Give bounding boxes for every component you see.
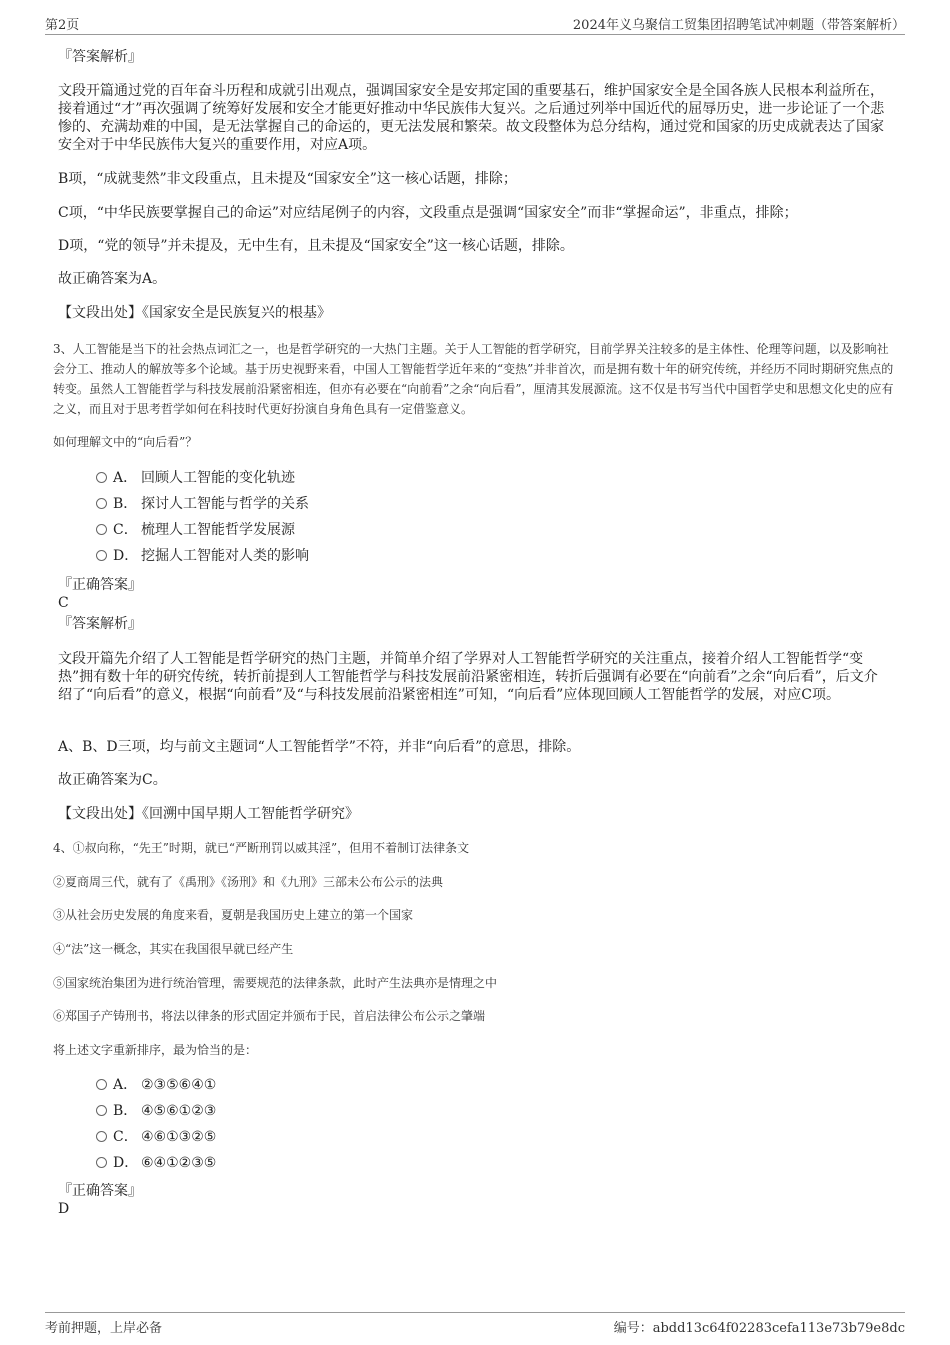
page-number: 第2页 — [45, 18, 80, 33]
option-key: B． — [113, 1103, 138, 1119]
q4-item-3: ③从社会历史发展的角度来看，夏朝是我国历史上建立的第一个国家 — [53, 908, 414, 922]
option-text: ④⑤⑥①②③ — [141, 1103, 217, 1119]
q4-answer-label: 『正确答案』 — [58, 1183, 142, 1199]
radio-icon[interactable] — [96, 1131, 107, 1142]
q2-conclusion: 故正确答案为A。 — [58, 271, 167, 287]
q3-option-c[interactable] — [96, 520, 295, 540]
q4-question: 将上述文字重新排序，最为恰当的是： — [53, 1043, 258, 1057]
radio-icon[interactable] — [96, 550, 107, 561]
q3-conclusion: 故正确答案为C。 — [58, 772, 167, 788]
option-text: 回顾人工智能的变化轨迹 — [141, 470, 295, 486]
q3-option-d[interactable] — [96, 546, 309, 566]
q3-option-a[interactable] — [96, 468, 295, 488]
option-text: 挖掘人工智能对人类的影响 — [141, 548, 309, 564]
q2-analysis: 文段开篇通过党的百年奋斗历程和成就引出观点，强调国家安全是安邦定国的重要基石，维护国家安全是全国各族人民根本利益所在，接着通过“才”再次强调了统筹好发展和安全才能更好推动中华民族伟大复兴。之后通过列举中国近代的屈辱历史，进一步论证了一个悲惨的、充满劫难的中国，是无法掌握自己的命运的，更无法发展和繁荣。故文段整体为总分结构，通过党和国家的历史成就表达了国家安全对于中华民族伟大复兴的重要作用，对应A项。 — [58, 83, 885, 153]
q3-answer: C — [58, 595, 69, 611]
option-text: ②③⑤⑥④① — [141, 1077, 217, 1093]
document-id: 编号：abdd13c64f02283cefa113e73b79e8dc — [613, 1321, 905, 1336]
q3-stem: 3、人工智能是当下的社会热点词汇之一，也是哲学研究的一大热门主题。关于人工智能的哲学研究，目前学界关注较多的是主体性、伦理等问题，以及影响社会分工、推动人的解放等多个论域。基于历史视野来看，中国人工智能哲学近年来的“变热”并非首次，而是拥有数十年的研究传统，并经历不同时期研究焦点的转变。虽然人工智能哲学与科技发展前沿紧密相连，但亦有必要在“向前看”之余“向后看”，厘清其发展源流。这不仅是书写当代中国哲学史和思想文化史的应有之义，而且对于思考哲学如何在科技时代更好扮演自身角色具有一定借鉴意义。 — [53, 342, 894, 416]
q2-option-b-note: B项，“成就斐然”非文段重点，且未提及“国家安全”这一核心话题，排除； — [58, 171, 517, 187]
option-key: D． — [113, 548, 139, 564]
option-key: D． — [113, 1155, 139, 1171]
page-header — [45, 14, 905, 35]
option-key: C． — [113, 522, 138, 538]
q4-item-5: ⑤国家统治集团为进行统治管理，需要规范的法律条款，此时产生法典亦是情理之中 — [53, 976, 498, 990]
radio-icon[interactable] — [96, 1079, 107, 1090]
option-key: A． — [113, 1077, 138, 1093]
option-key: A． — [113, 470, 138, 486]
q4-answer: D — [58, 1201, 70, 1217]
q2-option-d-note: D项，“党的领导”并未提及，无中生有，且未提及“国家安全”这一核心话题，排除。 — [58, 238, 574, 254]
q4-option-c[interactable] — [96, 1127, 216, 1147]
q4-item-1: 4、①叔向称，“先王”时期，就已“严断刑罚以威其淫”，但用不着制订法律条文 — [53, 841, 470, 855]
q4-item-2: ②夏商周三代，就有了《禹刑》《汤刑》和《九刑》三部未公布公示的法典 — [53, 875, 444, 889]
q2-source: 【文段出处】《国家安全是民族复兴的根基》 — [58, 305, 331, 321]
document-title: 2024年义乌聚信工贸集团招聘笔试冲刺题（带答案解析） — [572, 18, 905, 33]
q2-option-c-note: C项，“中华民族要掌握自己的命运”对应结尾例子的内容，文段重点是强调“国家安全”而非“掌握命运”，非重点，排除； — [58, 205, 798, 221]
option-text: 梳理人工智能哲学发展源 — [141, 522, 295, 538]
q3-source: 【文段出处】《回溯中国早期人工智能哲学研究》 — [58, 806, 359, 822]
q3-question: 如何理解文中的“向后看”？ — [53, 435, 198, 449]
q4-item-4: ④“法”这一概念，其实在我国很早就已经产生 — [53, 942, 294, 956]
option-text: 探讨人工智能与哲学的关系 — [141, 496, 309, 512]
q4-option-b[interactable] — [96, 1101, 216, 1121]
q3-abd-note: A、B、D三项，均与前文主题词“人工智能哲学”不符，并非“向后看”的意思，排除。 — [58, 739, 581, 755]
q3-analysis-label: 『答案解析』 — [58, 616, 142, 632]
q2-analysis-label: 『答案解析』 — [58, 49, 142, 65]
page-footer — [45, 1312, 905, 1335]
option-text: ⑥④①②③⑤ — [141, 1155, 217, 1171]
q3-answer-label: 『正确答案』 — [58, 577, 142, 593]
radio-icon[interactable] — [96, 1157, 107, 1168]
radio-icon[interactable] — [96, 524, 107, 535]
q3-option-b[interactable] — [96, 494, 309, 514]
option-key: B． — [113, 496, 138, 512]
radio-icon[interactable] — [96, 472, 107, 483]
footer-slogan: 考前押题，上岸必备 — [45, 1321, 163, 1336]
radio-icon[interactable] — [96, 498, 107, 509]
radio-icon[interactable] — [96, 1105, 107, 1116]
q3-analysis: 文段开篇先介绍了人工智能是哲学研究的热门主题，并简单介绍了学界对人工智能哲学研究的关注重点，接着介绍人工智能哲学“变热”拥有数十年的研究传统，转折前提到人工智能哲学与科技发展前沿紧密相连，转折后强调有必要在“向前看”之余“向后看”，后文介绍了“向后看”的意义，根据“向前看”及“与科技发展前沿紧密相连”可知，“向后看”应体现回顾人工智能哲学的发展，对应C项。 — [58, 651, 878, 703]
q4-option-a[interactable] — [96, 1075, 216, 1095]
q4-option-d[interactable] — [96, 1153, 216, 1173]
option-key: C． — [113, 1129, 138, 1145]
option-text: ④⑥①③②⑤ — [141, 1129, 217, 1145]
q4-item-6: ⑥郑国子产铸刑书，将法以律条的形式固定并颁布于民，首启法律公布公示之肇端 — [53, 1009, 486, 1023]
